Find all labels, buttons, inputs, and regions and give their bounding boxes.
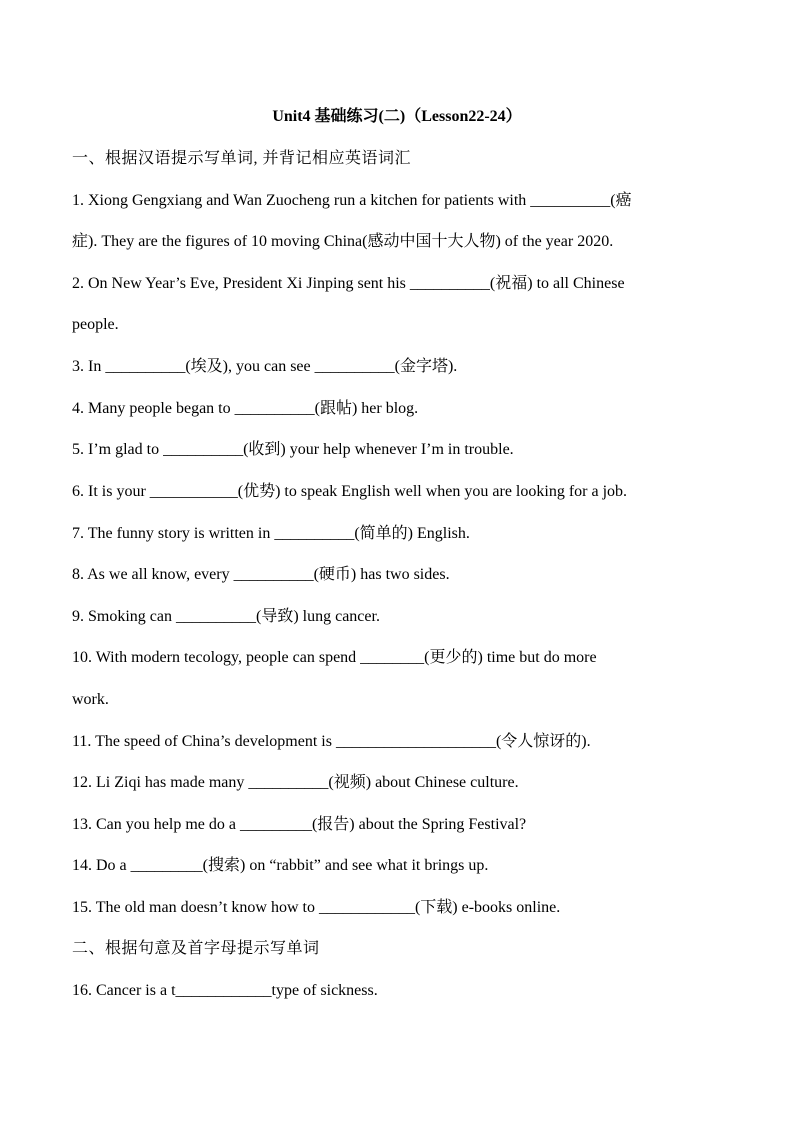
exercise-line: 12. Li Ziqi has made many __________(视频) about Chinese culture.	[72, 774, 519, 791]
exercise-line: 1. Xiong Gengxiang and Wan Zuocheng run a kitchen for patients with __________(癌	[72, 192, 632, 209]
exercise-line: 16. Cancer is a t____________type of sickness.	[72, 982, 378, 999]
exercise-line: 5. I’m glad to __________(收到) your help whenever I’m in trouble.	[72, 441, 514, 458]
exercise-line: 11. The speed of China’s development is ____________________(令人惊讶的).	[72, 733, 591, 750]
exercise-line: 8. As we all know, every __________(硬币) has two sides.	[72, 566, 450, 583]
exercise-line: 10. With modern tecology, people can spend ________(更少的) time but do more	[72, 649, 597, 666]
exercise-line: 4. Many people began to __________(跟帖) her blog.	[72, 400, 419, 417]
exercise-line: 2. On New Year’s Eve, President Xi Jinping sent his __________(祝福) to all Chinese	[72, 275, 625, 292]
exercise-line: 14. Do a _________(搜索) on “rabbit” and see what it brings up.	[72, 857, 489, 874]
exercise-line: 6. It is your ___________(优势) to speak English well when you are looking for a job.	[72, 483, 628, 500]
exercise-line: 7. The funny story is written in __________(简单的) English.	[72, 525, 470, 542]
exercise-line: work.	[72, 691, 109, 708]
exercise-line: 15. The old man doesn’t know how to ____________(下载) e-books online.	[72, 899, 561, 916]
exercise-line: 症). They are the figures of 10 moving China(感动中国十大人物) of the year 2020.	[72, 233, 614, 250]
exercise-line: 9. Smoking can __________(导致) lung cancer.	[72, 608, 380, 625]
section-heading-1: 一、根据汉语提示写单词, 并背记相应英语词汇	[72, 150, 412, 167]
exercise-line: 3. In __________(埃及), you can see __________(金字塔).	[72, 358, 458, 375]
exercise-line: people.	[72, 316, 119, 333]
page-title: Unit4 基础练习(二)（Lesson22-24）	[272, 108, 522, 125]
section-heading-2: 二、根据句意及首字母提示写单词	[72, 940, 320, 957]
exercise-line: 13. Can you help me do a _________(报告) about the Spring Festival?	[72, 816, 527, 833]
